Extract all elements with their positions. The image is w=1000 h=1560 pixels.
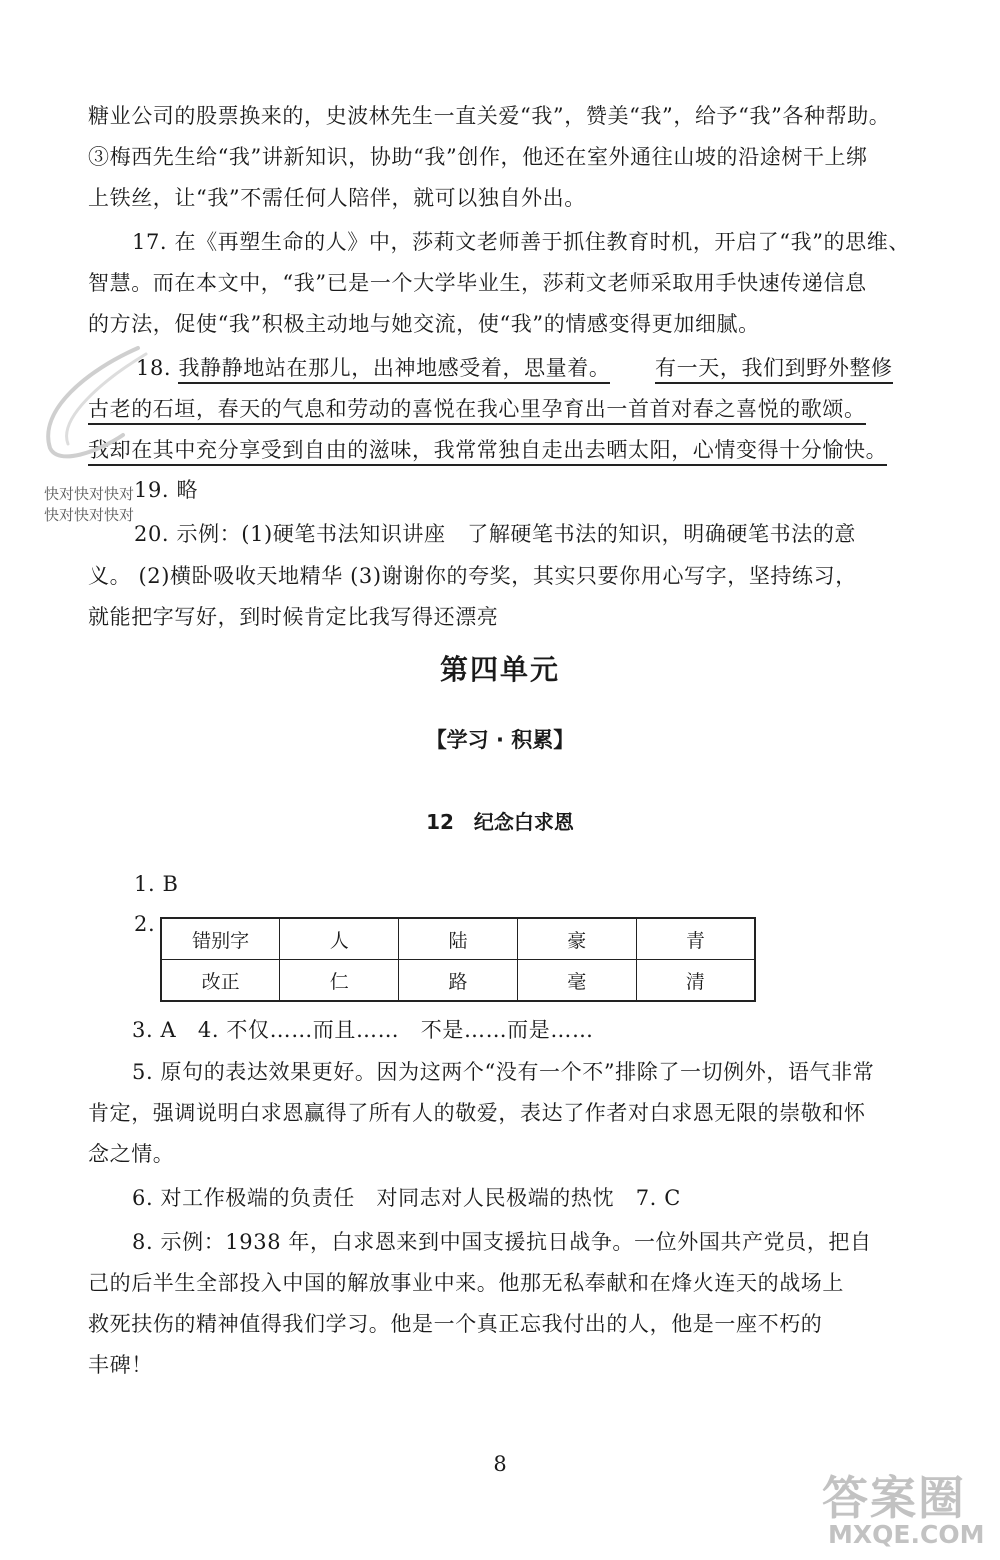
text-line: 己的后半生全部投入中国的解放事业中来。他那无私奉献和在烽火连天的战场上 [88,1271,844,1295]
q18-line [88,430,924,471]
text-line: 5. 原句的表达效果更好。因为这两个“没有一个不”排除了一切例外，语气非常 [132,1060,875,1084]
page-number: 8 [493,1452,507,1476]
q18-answer-c: 古老的石垣，春天的气息和劳动的喜悦在我心里孕育出一首首对春之喜悦的歌颂。 [88,397,866,425]
text-line: 智慧。而在本文中，“我”已是一个大学毕业生，莎莉文老师采取用手快速传递信息 [88,271,867,295]
table-cell: 路 [399,960,518,1002]
text-line: 19. 略 [134,478,199,502]
lesson-title: 12 纪念白求恩 [426,810,574,834]
q18-line [88,389,924,430]
text-line: 8. 示例：1938 年，白求恩来到中国支援抗日战争。一位外国共产党员，把自 [132,1230,872,1254]
table-cell: 毫 [517,960,636,1002]
correction-table [160,917,756,1002]
watermark-line: 快对快对快对 [44,506,135,524]
text-line: 义。 (2)横卧吸收天地精华 (3)谢谢你的夸奖，其实只要你用心写字，坚持练习， [88,564,857,588]
answer-6-7: 6. 对工作极端的负责任 对同志对人民极端的热忱 7. C [132,1186,681,1210]
watermark [44,484,134,526]
q18-answer-d: 我却在其中充分享受到自由的滋味，我常常独自走出去晒太阳，心情变得十分愉快。 [88,438,887,466]
table-cell: 陆 [399,918,518,960]
text-line: 念之情。 [88,1142,175,1166]
unit-title: 第四单元 [439,653,560,686]
table-cell: 人 [280,918,399,960]
q18-answer-a: 我静静地站在那儿，出神地感受着，思量着。 [178,356,610,384]
section-title: 【学习 · 积累】 [425,728,575,752]
answer-1: 1. B [134,872,179,896]
table-cell: 错别字 [161,918,280,960]
table-row [161,918,755,960]
table-cell: 清 [636,960,755,1002]
text-line: 的方法，促使“我”积极主动地与她交流，使“我”的情感变得更加细腻。 [88,312,760,336]
pen-curl-mark [28,340,158,470]
table-cell: 仁 [280,960,399,1002]
text-line: 就能把字写好，到时候肯定比我写得还漂亮 [88,605,499,629]
text-line: 丰碑！ [88,1353,153,1377]
q18-answer-b: 有一天，我们到野外整修 [655,356,893,384]
text-line: 肯定，强调说明白求恩赢得了所有人的敬爱，表达了作者对白求恩无限的崇敬和怀 [88,1101,866,1125]
table-cell: 青 [636,918,755,960]
answer-2-label: 2. [134,912,156,936]
table-row [161,960,755,1002]
logo-text: 答案圈 [822,1471,966,1525]
site-logo [822,1462,992,1557]
logo-url: MXQE.COM [828,1520,985,1549]
table-cell: 豪 [517,918,636,960]
watermark-line: 快对快对快对 [44,485,135,503]
answer-3-4: 3. A 4. 不仅……而且…… 不是……而是…… [132,1018,594,1042]
table-cell: 改正 [161,960,280,1002]
text-line: ③梅西先生给“我”讲新知识，协助“我”创作，他还在室外通往山坡的沿途树干上绑 [88,145,868,169]
text-line: 糖业公司的股票换来的，史波林先生一直关爱“我”，赞美“我”，给予“我”各种帮助。 [88,104,891,128]
text-line: 上铁丝，让“我”不需任何人陪伴，就可以独自外出。 [88,186,586,210]
q18-number: 18. [136,356,172,380]
text-line: 20. 示例：(1)硬笔书法知识讲座 了解硬笔书法的知识，明确硬笔书法的意 [134,522,857,546]
text-line: 救死扶伤的精神值得我们学习。他是一个真正忘我付出的人，他是一座不朽的 [88,1312,823,1336]
q18-line [136,348,924,389]
text-line: 17. 在《再塑生命的人》中，莎莉文老师善于抓住教育时机，开启了“我”的思维、 [132,230,910,254]
